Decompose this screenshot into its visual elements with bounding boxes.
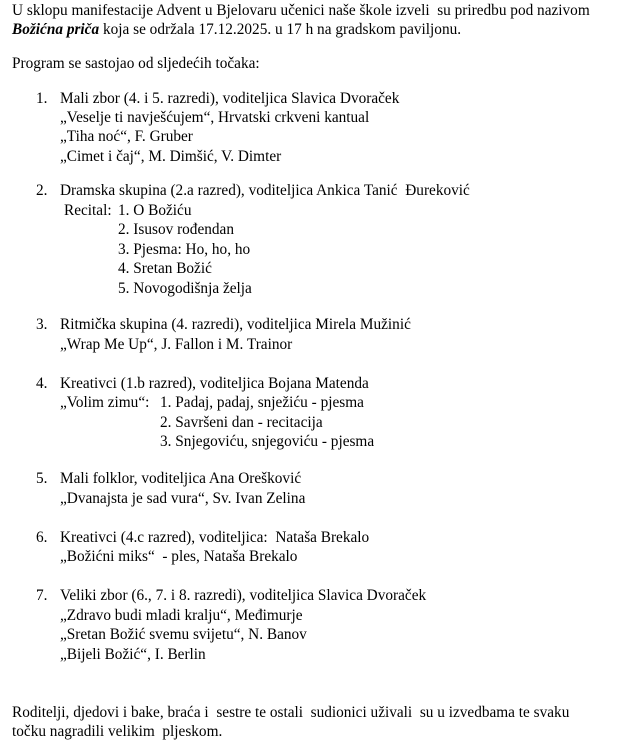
item-title: Dramska skupina (2.a razred), voditeljica Ankica Tanić Đureković (60, 182, 470, 199)
intro-line-1: U sklopu manifestacije Advent u Bjelovaru učenici naše škole izveli su priredbu pod nazivom (12, 2, 590, 19)
sub-item: 3. Pjesma: Ho, ho, ho (118, 241, 251, 258)
item-number: 5. (36, 470, 48, 487)
sub-item: 3. Snjegoviću, snjegoviću - pjesma (160, 433, 375, 450)
item-line: „Wrap Me Up“, J. Fallon i M. Trainor (60, 336, 293, 353)
item-line: „Bijeli Božić“, I. Berlin (60, 646, 206, 663)
item-title: Mali zbor (4. i 5. razredi), voditeljica Slavica Dvoraček (60, 90, 400, 107)
item-title: Ritmička skupina (4. razredi), voditeljica Mirela Mužinić (60, 316, 411, 333)
sub-item: 2. Savršeni dan - recitacija (160, 414, 323, 431)
item-number: 1. (36, 90, 48, 107)
item-line: „Božićni miks“ - ples, Nataša Brekalo (60, 548, 298, 565)
item-number: 3. (36, 316, 48, 333)
item-line: „Zdravo budi mladi kralju“, Međimurje (60, 607, 303, 624)
item-title: Kreativci (4.c razred), voditeljica: Nataša Brekalo (60, 529, 370, 546)
sub-item: 1. O Božiću (118, 202, 192, 219)
item-line: „Dvanajsta je sad vura“, Sv. Ivan Zelina (60, 490, 306, 507)
closing-line-1: Roditelji, djedovi i bake, braća i sestre te ostali sudionici uživali su u izvedbama te svaku (12, 704, 570, 721)
sub-item: 2. Isusov rođendan (118, 221, 234, 238)
sub-item: 1. Padaj, padaj, snježiću - pjesma (160, 394, 364, 411)
item-number: 2. (36, 182, 48, 199)
intro-line-2-rest: koja se održala 17.12.2025. u 17 h na gradskom paviljonu. (99, 21, 462, 38)
item-number: 4. (36, 375, 48, 392)
item-line: „Cimet i čaj“, M. Dimšić, V. Dimter (60, 148, 282, 165)
item-number: 6. (36, 529, 48, 546)
sub-item: 5. Novogodišnja želja (118, 280, 252, 297)
closing-line-2: točku nagradili velikim pljeskom. (12, 723, 223, 740)
item-title: Veliki zbor (6., 7. i 8. razredi), voditeljica Slavica Dvoraček (60, 587, 427, 604)
program-heading: Program se sastojao od sljedećih točaka: (12, 55, 260, 72)
item-line: „Veselje ti navješćujem“, Hrvatski crkveni kantual (60, 109, 370, 126)
item-label: Recital: (64, 202, 112, 219)
intro-line-2 (12, 21, 461, 39)
item-line: „Tiha noć“, F. Gruber (60, 128, 193, 145)
item-number: 7. (36, 587, 48, 604)
item-title: Mali folklor, voditeljica Ana Orešković (60, 470, 302, 487)
item-line: „Sretan Božić svemu svijetu“, N. Banov (60, 626, 307, 643)
item-label: „Volim zimu“: (60, 394, 150, 411)
sub-item: 4. Sretan Božić (118, 260, 212, 277)
item-title: Kreativci (1.b razred), voditeljica Bojana Matenda (60, 375, 369, 392)
event-title: Božićna priča (12, 21, 100, 38)
